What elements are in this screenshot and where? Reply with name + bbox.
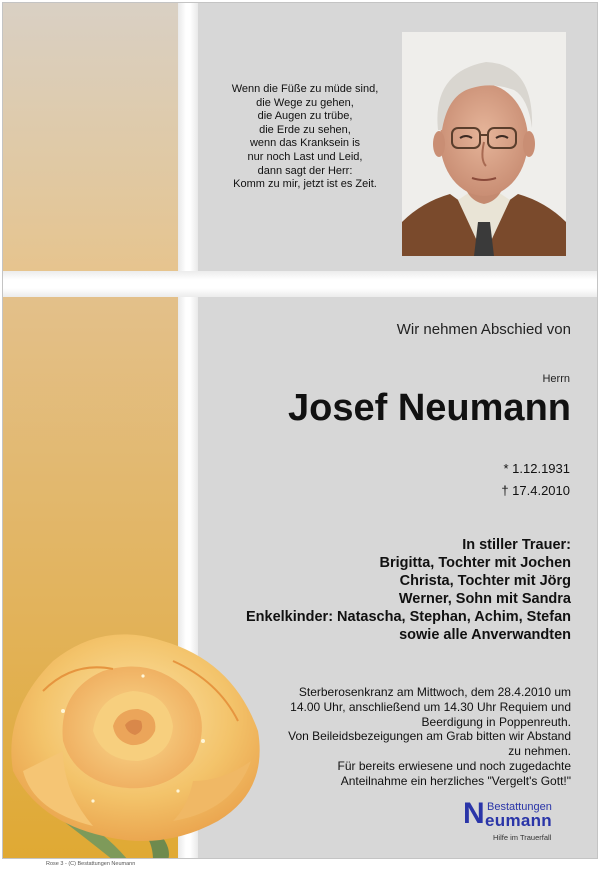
rose-illustration: [3, 621, 273, 859]
poem-line: Komm zu mir, jetzt ist es Zeit.: [233, 178, 377, 191]
death-date: † 17.4.2010: [501, 483, 570, 498]
poem-line: nur noch Last und Leid,: [247, 150, 363, 163]
mourners-heading: In stiller Trauer:: [462, 537, 571, 553]
service-line: zu nehmen.: [508, 744, 571, 759]
logo-main-text: eumann: [485, 811, 552, 830]
poem-line: die Wege zu gehen,: [256, 96, 354, 109]
portrait-illustration: [402, 32, 566, 256]
cross-horizontal-beam: [3, 271, 598, 297]
service-line: Beerdigung in Poppenreuth.: [421, 714, 571, 729]
mourner-line: Werner, Sohn mit Sandra: [398, 591, 571, 607]
poem-line: dann sagt der Herr:: [257, 164, 353, 177]
logo-tagline: Hilfe im Trauerfall: [493, 833, 552, 842]
farewell-heading: Wir nehmen Abschied von: [396, 321, 571, 338]
deceased-name: Josef Neumann: [288, 387, 571, 429]
portrait-photo: [402, 32, 566, 256]
poem-line: die Erde zu sehen,: [259, 123, 351, 136]
mourner-line: Enkelkinder: Natascha, Stephan, Achim, Stefan: [246, 609, 571, 625]
poem-line: wenn das Kranksein is: [249, 137, 361, 150]
poem-line: die Augen zu trübe,: [257, 110, 353, 123]
top-left-panel: [3, 3, 178, 271]
service-line: Sterberosenkranz am Mittwoch, dem 28.4.2010 um: [298, 685, 571, 699]
service-line: Für bereits erwiesene und noch zugedachte: [337, 758, 571, 773]
obituary-card: [2, 2, 598, 859]
salutation: Herrn: [542, 373, 570, 385]
poem: [215, 83, 395, 192]
service-line: Anteilnahme ein herzliches "Vergelt's Gott!": [340, 773, 571, 788]
mourner-line: Christa, Tochter mit Jörg: [399, 573, 571, 589]
birth-date: * 1.12.1931: [503, 461, 570, 476]
logo-initial: N: [463, 797, 485, 830]
mourners-list: [246, 536, 571, 644]
mourner-line: Brigitta, Tochter mit Jochen: [379, 555, 571, 571]
mourner-line: sowie alle Anverwandten: [399, 627, 571, 643]
poem-line: Wenn die Füße zu müde sind,: [231, 83, 379, 95]
logo-top-text: Bestattungen: [487, 801, 552, 813]
service-line: Von Beileidsbezeigungen am Grab bitten wir Abstand: [288, 729, 571, 744]
service-details: [241, 685, 571, 789]
company-logo: [463, 799, 575, 847]
image-credit: Rose 3 - (C) Bestattungen Neumann: [46, 861, 136, 867]
service-line: 14.00 Uhr, anschließend um 14.30 Uhr Requiem und: [290, 699, 571, 714]
rose-image: [3, 621, 273, 859]
